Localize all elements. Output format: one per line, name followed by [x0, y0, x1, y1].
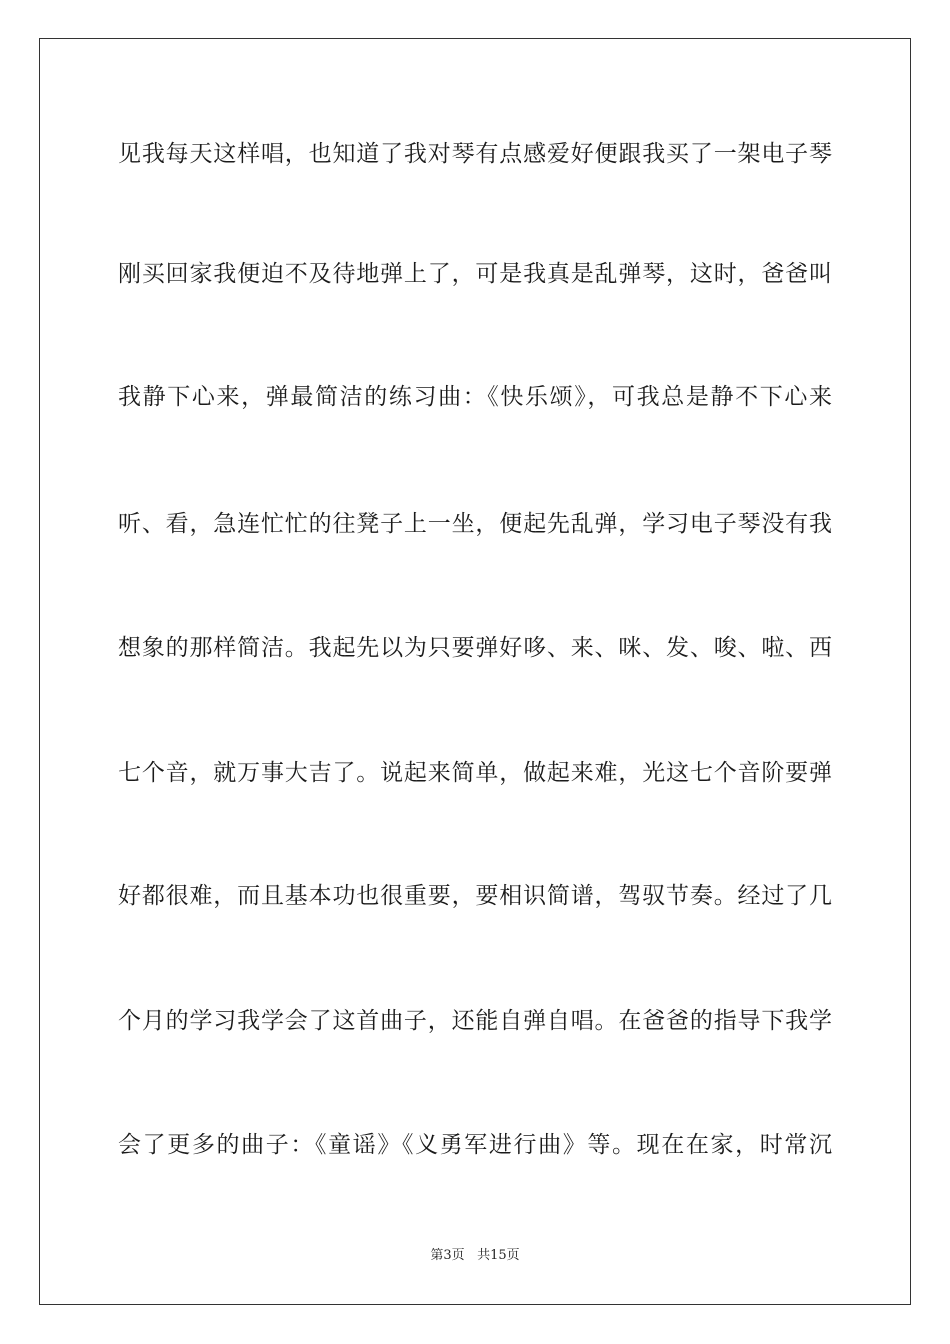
body-text-line: 听、看，急连忙忙的往凳子上一坐，便起先乱弹，学习电子琴没有我 — [118, 511, 832, 537]
page-footer — [0, 1246, 950, 1266]
page-number: 第3页 — [430, 1248, 465, 1263]
body-text-line: 见我每天这样唱，也知道了我对琴有点感爱好便跟我买了一架电子琴 — [118, 141, 832, 167]
body-text-line: 个月的学习我学会了这首曲子，还能自弹自唱。在爸爸的指导下我学 — [118, 1008, 832, 1034]
page-total: 共15页 — [477, 1248, 520, 1263]
body-text-line: 七个音，就万事大吉了。说起来简单，做起来难，光这七个音阶要弹 — [118, 760, 832, 786]
body-text-line: 刚买回家我便迫不及待地弹上了，可是我真是乱弹琴，这时，爸爸叫 — [118, 261, 832, 287]
body-text-line: 想象的那样简洁。我起先以为只要弹好哆、来、咪、发、唆、啦、西 — [118, 635, 832, 661]
body-text-line: 好都很难，而且基本功也很重要，要相识简谱，驾驭节奏。经过了几 — [118, 883, 832, 909]
body-text-line: 会了更多的曲子：《童谣》《义勇军进行曲》等。现在在家，时常沉 — [118, 1132, 832, 1158]
body-text-line: 我静下心来，弹最简洁的练习曲：《快乐颂》，可我总是静不下心来 — [118, 384, 832, 410]
page-border — [39, 38, 911, 1305]
